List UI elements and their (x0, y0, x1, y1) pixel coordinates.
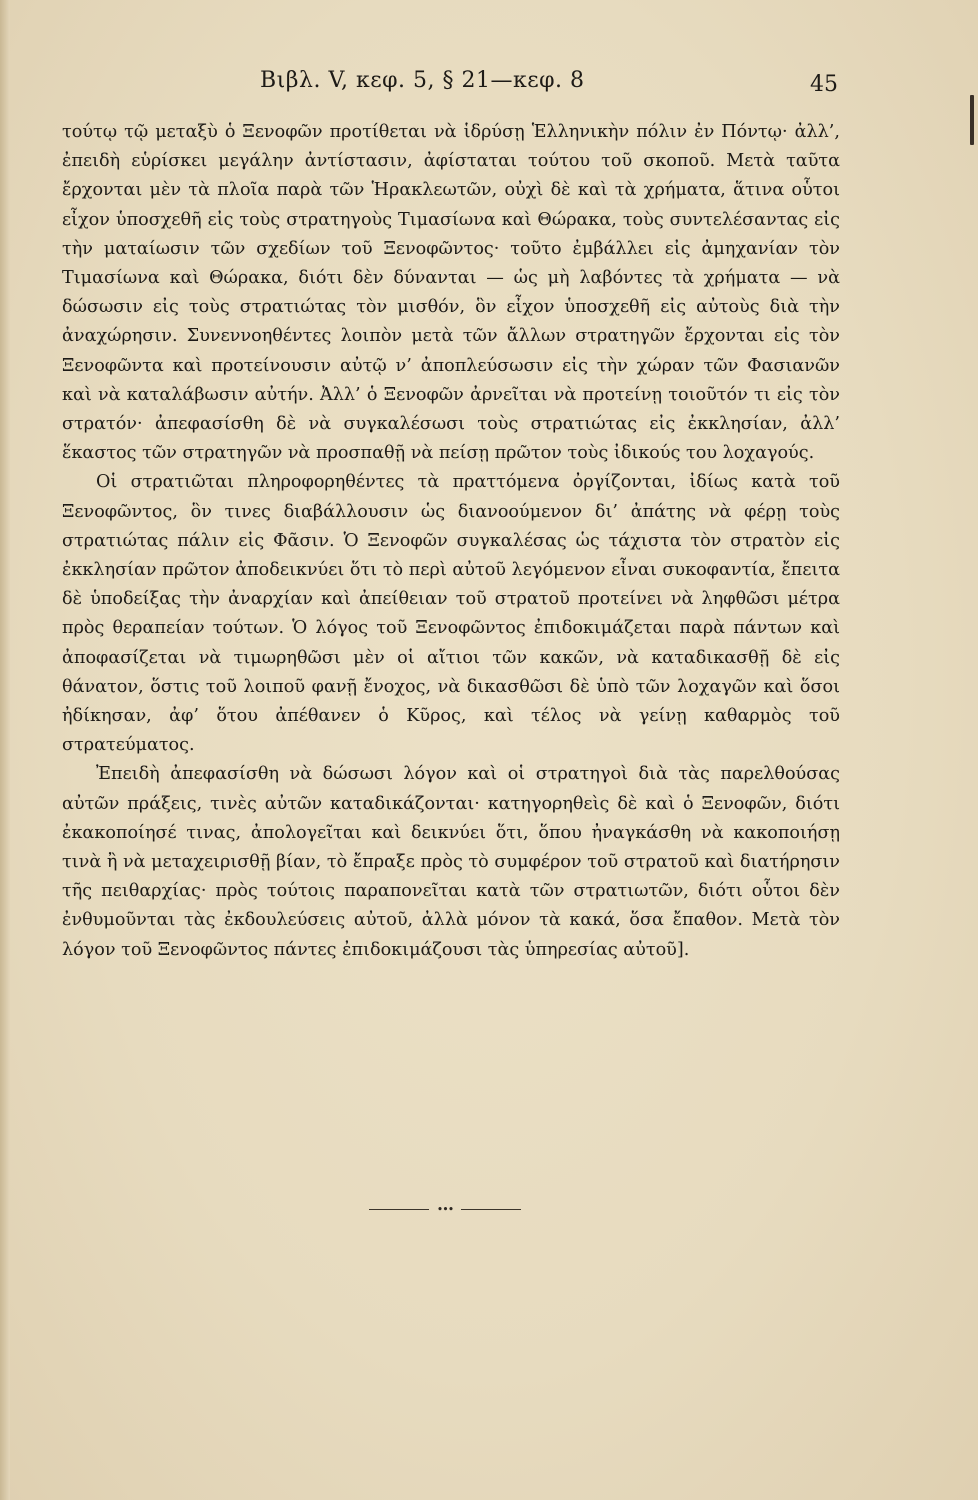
paragraph-2: Οἱ στρατιῶται πληροφορηθέντες τὰ πραττόμενα ὀργίζονται, ἰδίως κατὰ τοῦ Ξενοφῶντος, ὃν τινες διαβάλλουσιν ὡς διανοούμενον δι’ ἀπάτης νὰ φέρῃ τοὺς στρατιώτας πάλιν εἰς Φᾶσιν. Ὁ Ξενοφῶν συγκαλέσας ὡς τάχιστα τὸν στρατὸν εἰς ἐκκλησίαν πρῶτον ἀποδεικνύει ὅτι τὸ περὶ αὐτοῦ λεγόμενον εἶναι συκοφαντία, ἔπειτα δὲ ὑποδείξας τὴν ἀναρχίαν καὶ ἀπείθειαν τοῦ στρατοῦ προτείνει νὰ ληφθῶσι μέτρα πρὸς θεραπείαν τούτων. Ὁ λόγος τοῦ Ξενοφῶντος ἐπιδοκιμάζεται παρὰ πάντων καὶ ἀποφασίζεται νὰ τιμωρηθῶσι μὲν οἱ αἴτιοι τῶν κακῶν, νὰ καταδικασθῇ δὲ εἰς θάνατον, ὅστις τοῦ λοιποῦ φανῇ ἔνοχος, νὰ δικασθῶσι δὲ ὑπὸ τῶν λοχαγῶν καὶ ὅσοι ἠδίκησαν, ἀφ’ ὅτου ἀπέθανεν ὁ Κῦρος, καὶ τέλος νὰ γείνῃ καθαρμὸς τοῦ στρατεύματος. (62, 472, 840, 756)
end-ornament (369, 1204, 521, 1216)
page-left-edge (0, 0, 10, 1500)
margin-mark (970, 95, 974, 145)
ornament-rule-right (461, 1209, 521, 1210)
page-number: 45 (810, 72, 838, 97)
ornament-rule-left (369, 1209, 429, 1210)
body-text (62, 118, 840, 965)
paragraph-1: τούτῳ τῷ μεταξὺ ὁ Ξενοφῶν προτίθεται νὰ ἱδρύσῃ Ἑλληνικὴν πόλιν ἐν Πόντῳ· ἀλλ’, ἐπειδὴ εὑρίσκει μεγάλην ἀντίστασιν, ἀφίσταται τούτου τοῦ σκοποῦ. Μετὰ ταῦτα ἔρχονται μὲν τὰ πλοῖα παρὰ τῶν Ἡρακλεωτῶν, οὐχὶ δὲ καὶ τὰ χρήματα, ἅτινα οὗτοι εἶχον ὑποσχεθῆ εἰς τοὺς στρατηγοὺς Τιμασίωνα καὶ Θώρακα, τοὺς συντελέσαντας εἰς τὴν ματαίωσιν τῶν σχεδίων τοῦ Ξενοφῶντος· τοῦτο ἐμβάλλει εἰς ἀμηχανίαν τὸν Τιμασίωνα καὶ Θώρακα, διότι δὲν δύνανται — ὡς μὴ λαβόντες τὰ χρήματα — νὰ δώσωσιν εἰς τοὺς στρατιώτας τὸν μισθόν, ὃν εἶχον ὑποσχεθῆ εἰς αὐτοὺς διὰ τὴν ἀναχώρησιν. Συνεννοηθέντες λοιπὸν μετὰ τῶν ἄλλων στρατηγῶν ἔρχονται εἰς τὸν Ξενοφῶντα καὶ προτείνουσιν αὐτῷ ν’ ἀποπλεύσωσιν εἰς τὴν χώραν τῶν Φασιανῶν καὶ νὰ καταλάβωσιν αὐτήν. Ἀλλ’ ὁ Ξενοφῶν ἀρνεῖται νὰ προτείνῃ τοιοῦτόν τι εἰς τὸν στρατόν· ἀπεφασίσθη δὲ νὰ συγκαλέσωσι τοὺς στρατιώτας εἰς ἐκκλησίαν, ἀλλ’ ἕκαστος τῶν στρατηγῶν νὰ προσπαθῇ νὰ πείσῃ πρῶτον τοὺς ἰδικούς του λοχαγούς. (62, 122, 840, 464)
ornament-dots: ••• (436, 1203, 454, 1216)
paragraph-3: Ἐπειδὴ ἀπεφασίσθη νὰ δώσωσι λόγον καὶ οἱ στρατηγοὶ διὰ τὰς παρελθούσας αὐτῶν πράξεις, τινὲς αὐτῶν καταδικάζονται· κατηγορηθεὶς δὲ καὶ ὁ Ξενοφῶν, διότι ἐκακοποίησέ τινας, ἀπολογεῖται καὶ δεικνύει ὅτι, ὅπου ἠναγκάσθη νὰ κακοποιήσῃ τινὰ ἢ νὰ μεταχειρισθῇ βίαν, τὸ ἔπραξε πρὸς τὸ συμφέρον τοῦ στρατοῦ καὶ διατήρησιν τῆς πειθαρχίας· πρὸς τούτοις παραπονεῖται κατὰ τῶν στρατιωτῶν, διότι οὗτοι δὲν ἐνθυμοῦνται τὰς ἐκδουλεύσεις αὐτοῦ, ἀλλὰ μόνον τὰ κακά, ὅσα ἔπαθον. Μετὰ τὸν λόγον τοῦ Ξενοφῶντος πάντες ἐπιδοκιμάζουσι τὰς ὑπηρεσίας αὐτοῦ]. (62, 764, 840, 960)
page-header (70, 68, 840, 104)
running-head: Βιβλ. V, κεφ. 5, § 21—κεφ. 8 (260, 68, 585, 93)
